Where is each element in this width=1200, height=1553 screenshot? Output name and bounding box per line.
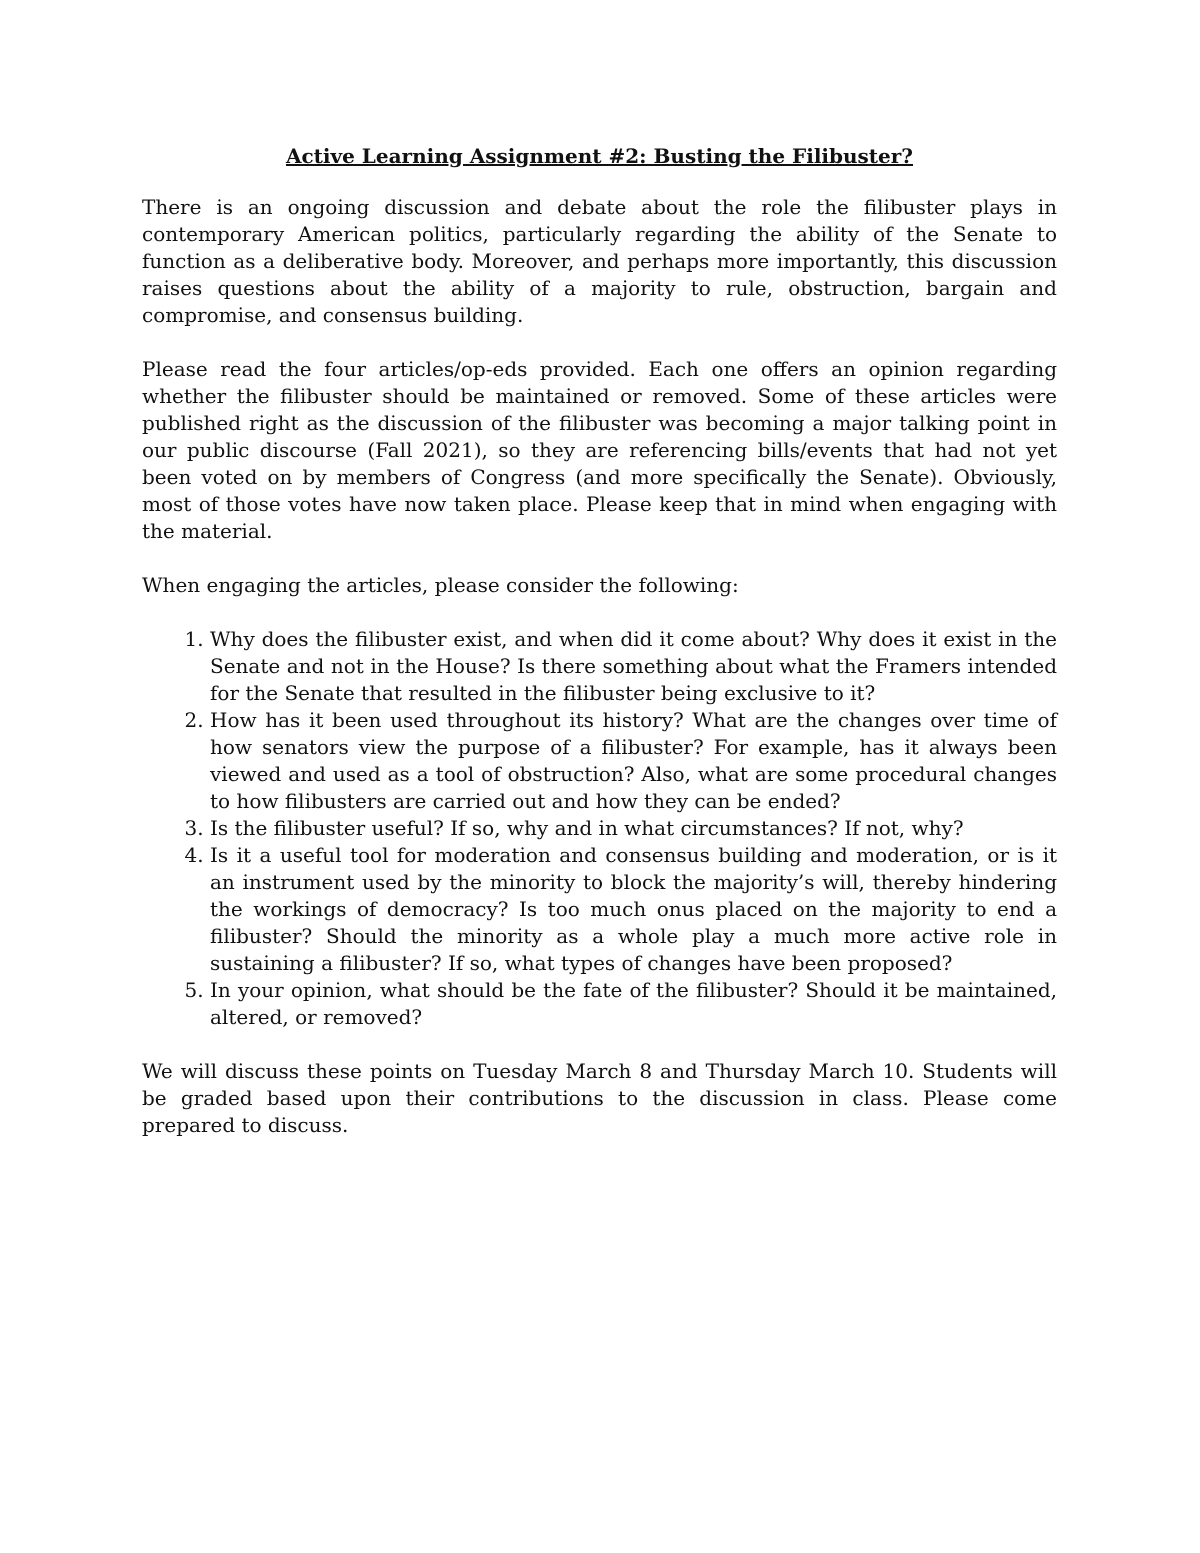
list-item: 2. How has it been used throughout its history? What are the changes over time of how senators view the purpose of a filibuster? For example, has it always been viewed and used as a tool of obstruction? Also, what are some procedural changes to how filibusters are carried out and how they can be ended? (210, 707, 1057, 815)
closing-paragraph: We will discuss these points on Tuesday March 8 and Thursday March 10. Students will be graded based upon their contributions to the discussion in class. Please come prepared to discuss. (142, 1059, 1057, 1137)
intro-paragraph: There is an ongoing discussion and debate about the role the filibuster plays in contemporary American politics, particularly regarding the ability of the Senate to function as a deliberative body. Moreover, and perhaps more importantly, this discussion raises questions about the ability of a majority to rule, obstruction, bargain and compromise, and consensus building. (142, 195, 1057, 327)
list-item: 5. In your opinion, what should be the fate of the filibuster? Should it be maintained, altered, or removed? (210, 977, 1057, 1031)
list-item: 3. Is the filibuster useful? If so, why and in what circumstances? If not, why? (210, 815, 1057, 842)
consider-paragraph: When engaging the articles, please consider the following: (142, 573, 739, 597)
list-item: 1. Why does the filibuster exist, and when did it come about? Why does it exist in the Senate and not in the House? Is there something about what the Framers intended for the Senate that resulted in the filibuster being exclusive to it? (210, 626, 1057, 707)
questions-list (142, 626, 1057, 1031)
document-body (142, 143, 1057, 1166)
instructions-paragraph: Please read the four articles/op-eds provided. Each one offers an opinion regarding whether the filibuster should be maintained or removed. Some of these articles were published right as the discussion of the filibuster was becoming a major talking point in our public discourse (Fall 2021), so they are referencing bills/events that had not yet been voted on by members of Congress (and more specifically the Senate). Obviously, most of those votes have now taken place. Please keep that in mind when engaging with the material. (142, 357, 1057, 543)
document-title: Active Learning Assignment #2: Busting the Filibuster? (285, 144, 914, 168)
list-item: 4. Is it a useful tool for moderation and consensus building and moderation, or is it an instrument used by the minority to block the majority’s will, thereby hindering the workings of democracy? Is too much onus placed on the majority to end a filibuster? Should the minority as a whole play a much more active role in sustaining a filibuster? If so, what types of changes have been proposed? (210, 842, 1057, 977)
